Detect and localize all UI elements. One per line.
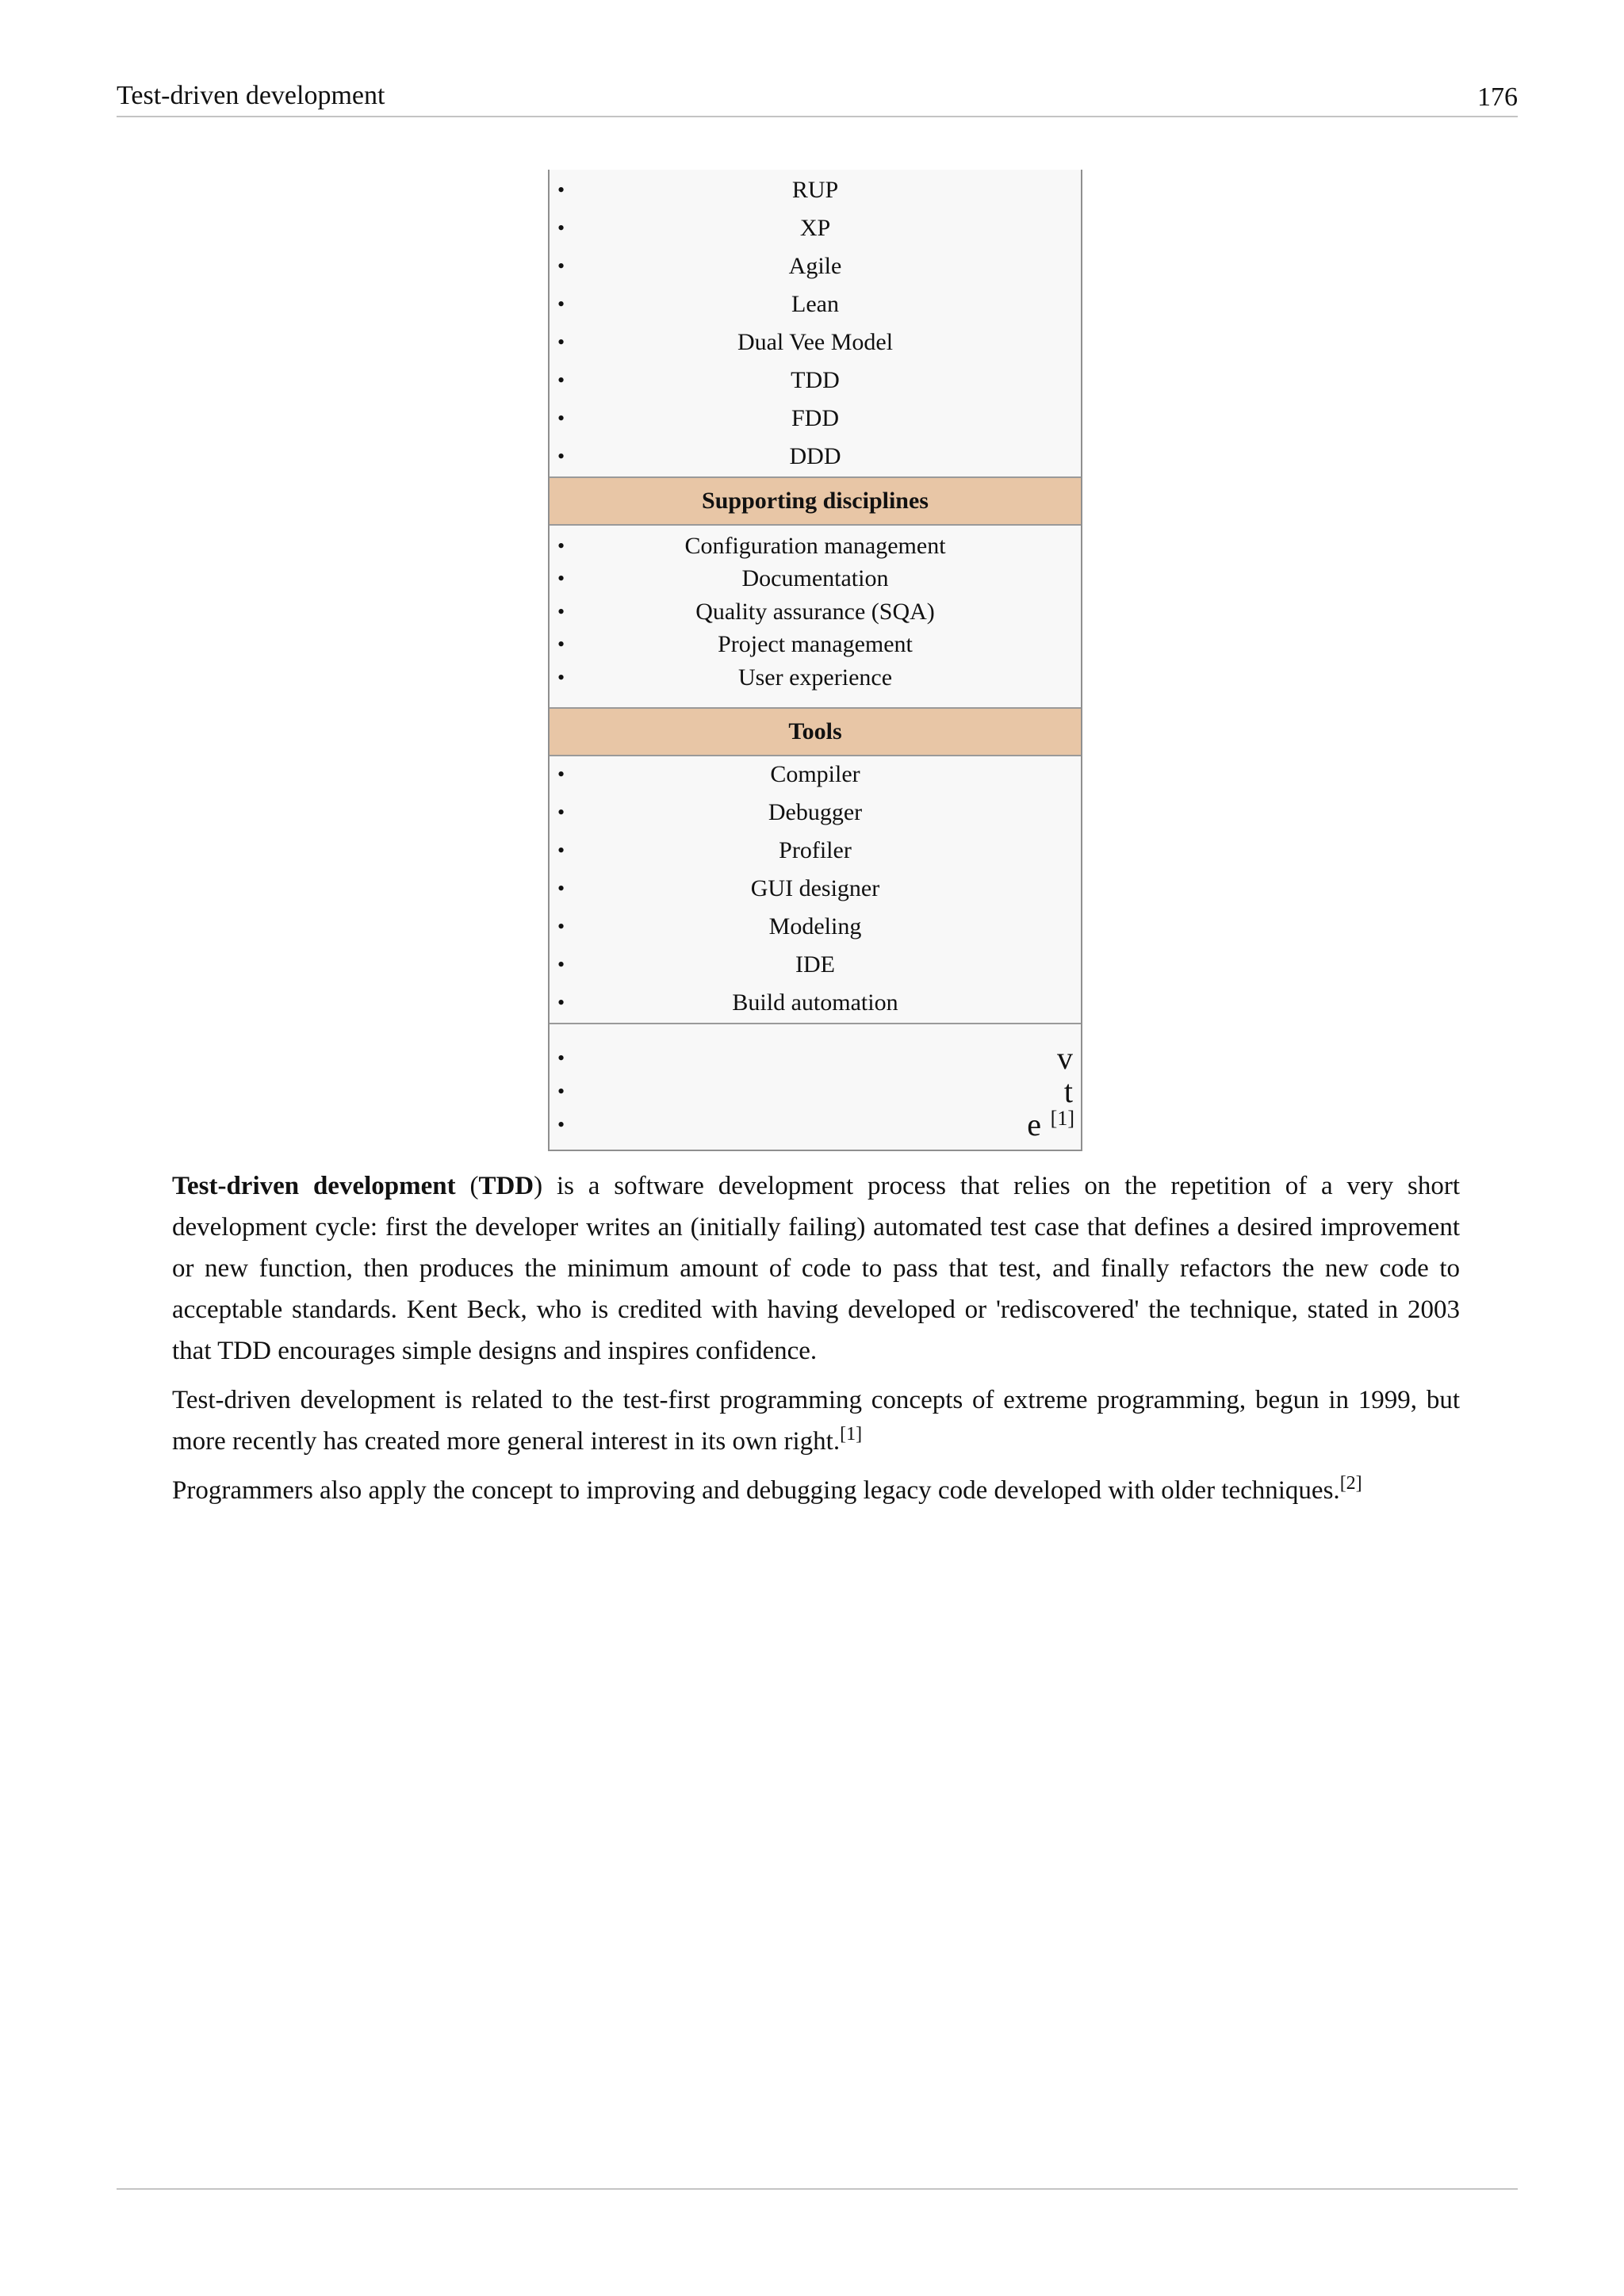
list-item-ide[interactable] <box>550 948 1081 982</box>
vte-talk-link[interactable]: t <box>1063 1073 1073 1109</box>
bullet: • <box>557 801 565 824</box>
paragraph-intro <box>172 1165 1460 1372</box>
list-item-label: Project management <box>718 631 913 657</box>
article-term: Test-driven development <box>172 1172 456 1200</box>
list-item-build-automation[interactable] <box>550 986 1081 1020</box>
running-title: Test-driven development <box>117 81 385 110</box>
bullet: • <box>557 254 565 277</box>
footer-divider <box>117 2188 1518 2190</box>
bullet: • <box>557 567 565 590</box>
list-item-label: XP <box>799 215 831 241</box>
section-heading-tools: Tools <box>550 707 1081 756</box>
list-item-fdd[interactable] <box>550 402 1081 435</box>
bullet: • <box>557 407 565 430</box>
page-number: 176 <box>1477 82 1518 112</box>
bullet: • <box>557 445 565 468</box>
list-item-documentation[interactable] <box>550 562 1081 595</box>
paragraph-history <box>172 1380 1460 1462</box>
section-heading-supporting-disciplines: Supporting disciplines <box>550 476 1081 526</box>
list-item-label: DDD <box>789 443 841 469</box>
list-item-label: Documentation <box>741 565 889 591</box>
list-item-agile[interactable] <box>550 250 1081 283</box>
list-item-label: Dual Vee Model <box>737 329 894 355</box>
bullet: • <box>557 915 565 938</box>
bullet: • <box>557 1080 565 1103</box>
list-item-label: Configuration management <box>684 533 946 559</box>
vte-view-link[interactable]: v <box>1057 1040 1073 1076</box>
list-item-dual-vee-model[interactable] <box>550 326 1081 359</box>
list-item-label: Quality assurance (SQA) <box>695 599 935 625</box>
running-header <box>117 78 1518 117</box>
article-abbreviation: TDD <box>478 1172 534 1200</box>
list-item-tdd[interactable] <box>550 364 1081 397</box>
list-item-label: Compiler <box>770 761 860 787</box>
list-item-label: Modeling <box>768 913 862 939</box>
vte-talk[interactable] <box>550 1075 1081 1108</box>
list-item-label: Build automation <box>732 989 898 1016</box>
bullet: • <box>557 991 565 1014</box>
reference-link[interactable]: [2] <box>1339 1473 1362 1494</box>
list-item-gui-designer[interactable] <box>550 872 1081 905</box>
navbox <box>548 170 1082 1151</box>
divider <box>550 1023 1081 1024</box>
list-item-ddd[interactable] <box>550 440 1081 473</box>
list-item-debugger[interactable] <box>550 796 1081 829</box>
bullet: • <box>557 369 565 392</box>
list-item-label: Profiler <box>779 837 852 863</box>
list-item-label: Agile <box>788 253 842 279</box>
list-item-label: Lean <box>791 291 839 317</box>
bullet: • <box>557 839 565 862</box>
bullet: • <box>557 178 565 201</box>
list-item-compiler[interactable] <box>550 758 1081 791</box>
list-item-modeling[interactable] <box>550 910 1081 943</box>
list-item-profiler[interactable] <box>550 834 1081 867</box>
vte-view[interactable] <box>550 1042 1081 1075</box>
list-item-lean[interactable] <box>550 288 1081 321</box>
list-item-rup[interactable] <box>550 174 1081 207</box>
list-item-quality-assurance[interactable] <box>550 595 1081 629</box>
reference-link[interactable]: [1] <box>1050 1107 1074 1130</box>
list-item-label: User experience <box>737 664 893 691</box>
bullet: • <box>557 666 565 689</box>
bullet: • <box>557 293 565 316</box>
vte-edit-link[interactable]: e <box>1027 1107 1041 1142</box>
list-item-project-management[interactable] <box>550 628 1081 661</box>
text: ) is a software development process that relies on the repetition of a very short development cycle: first the developer writes an (initially failing) automated test case that defines a desired improvement or new function, then produces the minimum amount of code to pass that test, and finally refactors the new code to acceptable standards. Kent Beck, who is credited with having developed or 'rediscovered' the technique, stated in 2003 that TDD encourages simple designs and inspires confidence. <box>172 1172 1460 1365</box>
text: ( <box>455 1172 479 1200</box>
list-item-label: TDD <box>791 367 840 393</box>
list-item-xp[interactable] <box>550 212 1081 245</box>
reference-link[interactable]: [1] <box>840 1424 863 1445</box>
vte-edit[interactable] <box>550 1108 1081 1142</box>
list-item-label: GUI designer <box>750 875 880 901</box>
bullet: • <box>557 600 565 623</box>
text: Programmers also apply the concept to improving and debugging legacy code developed with older techniques. <box>172 1476 1340 1505</box>
bullet: • <box>557 216 565 239</box>
bullet: • <box>557 763 565 786</box>
bullet: • <box>557 633 565 656</box>
list-item-configuration-management[interactable] <box>550 530 1081 563</box>
bullet: • <box>557 1047 565 1070</box>
list-item-label: FDD <box>791 405 839 431</box>
article-body <box>172 1165 1460 1519</box>
bullet: • <box>557 877 565 900</box>
list-item-label: IDE <box>795 951 835 978</box>
paragraph-legacy <box>172 1470 1460 1511</box>
bullet: • <box>557 534 565 557</box>
list-item-user-experience[interactable] <box>550 661 1081 695</box>
bullet: • <box>557 1113 565 1136</box>
list-item-label: RUP <box>791 177 839 203</box>
text: Test-driven development is related to the test-first programming concepts of extreme programming, begun in 1999, but more recently has created more general interest in its own right. <box>172 1386 1460 1456</box>
list-item-label: Debugger <box>768 799 863 825</box>
bullet: • <box>557 331 565 354</box>
bullet: • <box>557 953 565 976</box>
